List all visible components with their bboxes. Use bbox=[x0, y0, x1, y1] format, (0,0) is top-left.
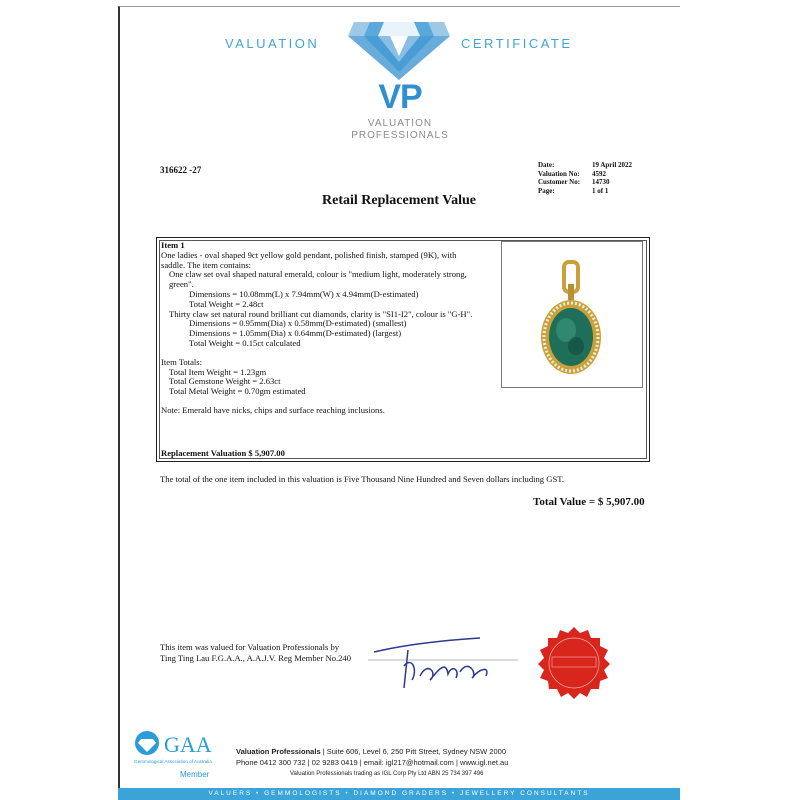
diamond-dimensions-large: Dimensions = 1.05mm(Dia) x 0.64mm(D-estimated) (largest) bbox=[189, 328, 402, 339]
footer-trading: Valuation Professionals trading as IGL Corp Pty Ltd ABN 25 734 397 496 bbox=[290, 771, 484, 777]
reference-number: 316622 -27 bbox=[160, 165, 202, 175]
totals-heading: Item Totals: bbox=[161, 356, 203, 367]
item-heading: Item 1 bbox=[161, 240, 185, 250]
valuer-line2: Ting Ting Lau F.G.A.A., A.A.J.V. Reg Member No.240 bbox=[160, 653, 352, 663]
page-title: Retail Replacement Value bbox=[322, 193, 476, 208]
registered-seal-icon bbox=[536, 625, 612, 701]
gaa-member-label: Member bbox=[180, 770, 210, 779]
diamond-dimensions-small: Dimensions = 0.95mm(Dia) x 0.58mm(D-estimated) (smallest) bbox=[189, 318, 407, 329]
meta-date: Date: 19 April 2022 bbox=[538, 161, 633, 169]
meta-block bbox=[538, 161, 632, 195]
gaa-caption: Gemmological Association of Australia bbox=[134, 759, 212, 764]
item-desc-line2: saddle. The item contains: bbox=[161, 259, 252, 270]
meta-page: Page: 1 of 1 bbox=[538, 186, 609, 195]
footer-contact bbox=[236, 746, 508, 768]
pendant-image bbox=[502, 242, 643, 388]
diamonds-line: Thirty claw set natural round brilliant cut diamonds, clarity is "SI1-I2", colour is "G-H". bbox=[169, 308, 473, 319]
footer-strip: VALUERS • GEMMOLOGISTS • DIAMOND GRADERS • JEWELLERY CONSULTANTS bbox=[118, 788, 680, 800]
footer-address: Valuation Professionals | Suite 606, Level 6, 250 Pitt Street, Sydney NSW 2000 bbox=[236, 747, 506, 756]
replacement-valuation: Replacement Valuation $ 5,907.00 bbox=[161, 448, 285, 458]
meta-valuation-no: Valuation No: 4592 bbox=[538, 169, 606, 178]
diamond-logo-icon bbox=[348, 22, 450, 80]
header-certificate: CERTIFICATE bbox=[461, 36, 573, 51]
gaa-text: GAA bbox=[164, 732, 212, 757]
signature-icon bbox=[368, 630, 518, 692]
footer-phone-email: Phone 0412 300 732 | 02 9283 0419 | email: igl217@hotmail.com | www.igl.net.au bbox=[236, 758, 509, 767]
emerald-line2: green". bbox=[169, 279, 194, 290]
item-description bbox=[161, 241, 501, 416]
logo-vp: VP bbox=[378, 78, 422, 116]
total-item-weight: Total Item Weight = 1.23gm bbox=[169, 366, 267, 377]
header-valuation: VALUATION bbox=[225, 36, 320, 51]
emerald-line1: One claw set oval shaped natural emerald, colour is "medium light, moderately strong, bbox=[169, 269, 467, 280]
total-gemstone-weight: Total Gemstone Weight = 2.63ct bbox=[169, 376, 281, 387]
diamond-weight: Total Weight = 0.15ct calculated bbox=[189, 337, 301, 348]
total-summary-line: The total of the one item included in this valuation is Five Thousand Nine Hundred and Seven dollars including GST. bbox=[160, 474, 564, 484]
meta-customer-no: Customer No: 14730 bbox=[538, 178, 610, 186]
logo-subtitle-valuation: VALUATION bbox=[367, 118, 433, 129]
pendant-photo bbox=[501, 241, 643, 388]
emerald-weight: Total Weight = 2.48ct bbox=[189, 298, 264, 309]
total-value: Total Value = $ 5,907.00 bbox=[533, 496, 645, 508]
item-desc-line1: One ladies - oval shaped 9ct yellow gold pendant, polished finish, stamped (9K), with bbox=[161, 249, 457, 260]
item-note: Note: Emerald have nicks, chips and surface reaching inclusions. bbox=[161, 404, 385, 415]
valuer-line1: This item was valued for Valuation Professionals by bbox=[160, 642, 340, 652]
total-metal-weight: Total Metal Weight = 0.70gm estimated bbox=[169, 386, 306, 397]
logo-subtitle-professionals: PROFESSIONALS bbox=[351, 130, 449, 141]
emerald-dimensions: Dimensions = 10.08mm(L) x 7.94mm(W) x 4.94mm(D-estimated) bbox=[189, 288, 419, 299]
